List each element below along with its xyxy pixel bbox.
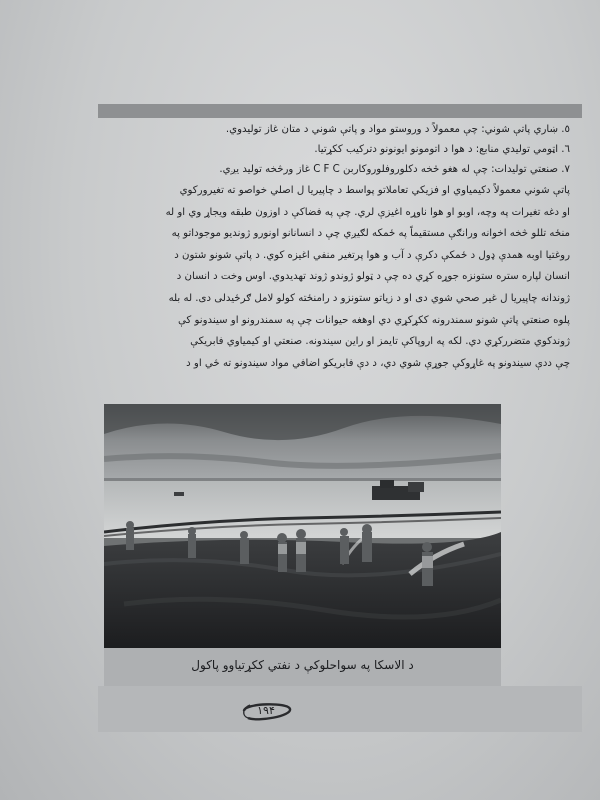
- footer-band: [98, 686, 582, 732]
- oil-cleanup-photo: [104, 404, 501, 648]
- header-band: [98, 104, 582, 118]
- list-item: ٧. صنعتي تولیدات: چې له هغو څخه دکلوروفلوروکاربن C F C غاز ورڅخه تولید یږي.: [219, 164, 570, 175]
- list-item: ٥. ښاري پاتې شوني: چې معمولاً د وروستو مواد و پاتې شوني د متان غاز تولیدوي.: [225, 124, 570, 135]
- paragraph-line: ژوندانه چاپیریا ل غیر صحي شوي دی او د زیاتو ستونزو د رامنځته کولو لامل ګرځیدلی دی. له بله: [168, 292, 570, 304]
- list-item: ٦. اټومي تولیدي منابع: د هوا د اتومونو ایونونو دترکیب ککړتیا.: [314, 144, 570, 155]
- paragraph-line: چې ددې سیندونو په غاړوکې جوړې شوي دي، د دې فابریکو اضافي مواد سیندونو ته ځي او د: [186, 357, 570, 369]
- water: [104, 478, 501, 538]
- paragraph-line: روغتیا اوبه همدې ډول د ځمکې دکرې د آب و هوا پرتغیر منفي اغیزه کوي. د پاتې شونو شتون د: [174, 249, 570, 261]
- page-number: ۱۹۴: [257, 704, 275, 717]
- paragraph-line: انسان لپاره ستره ستونزه جوړه کړي ده چې د ټولو ژوندو ژوند تهدیدوي. اوس وخت د انسان د: [176, 271, 570, 283]
- figure-caption: د الاسکا په سواحلوکې د نفتي ککړتیاوو پاکول: [191, 658, 414, 672]
- paragraph-line: پاتې شوني معمولاً دکیمیاوي او فزیکي تعاملاتو پواسط د چاپیریا ل اصلي خواصو ته تغیرورکوي: [179, 185, 570, 196]
- paragraph-line: او دغه تغیرات په وچه، اوبو او هوا ناوړه اغیزې لري. چې په فضاکې د اوزون طبقه ویجاړ وي او له: [165, 206, 570, 218]
- paragraph-line: ژوندکوي متضررکړي دي. لکه په اروپاکې تایمز او راین سیندونه. صنعتي او کیمیاوي فابریکې: [190, 336, 570, 348]
- page-number-badge: [238, 700, 294, 722]
- main-text: [100, 120, 570, 374]
- photo-illustration: [104, 404, 501, 648]
- caption-bar: [104, 648, 501, 686]
- paragraph-line: پلوه صنعتي پاتې شونو سمندرونه ککړکړي دي اوهغه حیوانات چې په سمندرونو او سیندونو کې: [177, 314, 570, 326]
- small-boat: [174, 492, 184, 496]
- paragraph-line: منځه تللو څخه اخوانه ورانګې مستقیماً په ځمکه لګیږي چې د انسانانو اونورو ژوندیو موجوداتو په: [171, 228, 570, 240]
